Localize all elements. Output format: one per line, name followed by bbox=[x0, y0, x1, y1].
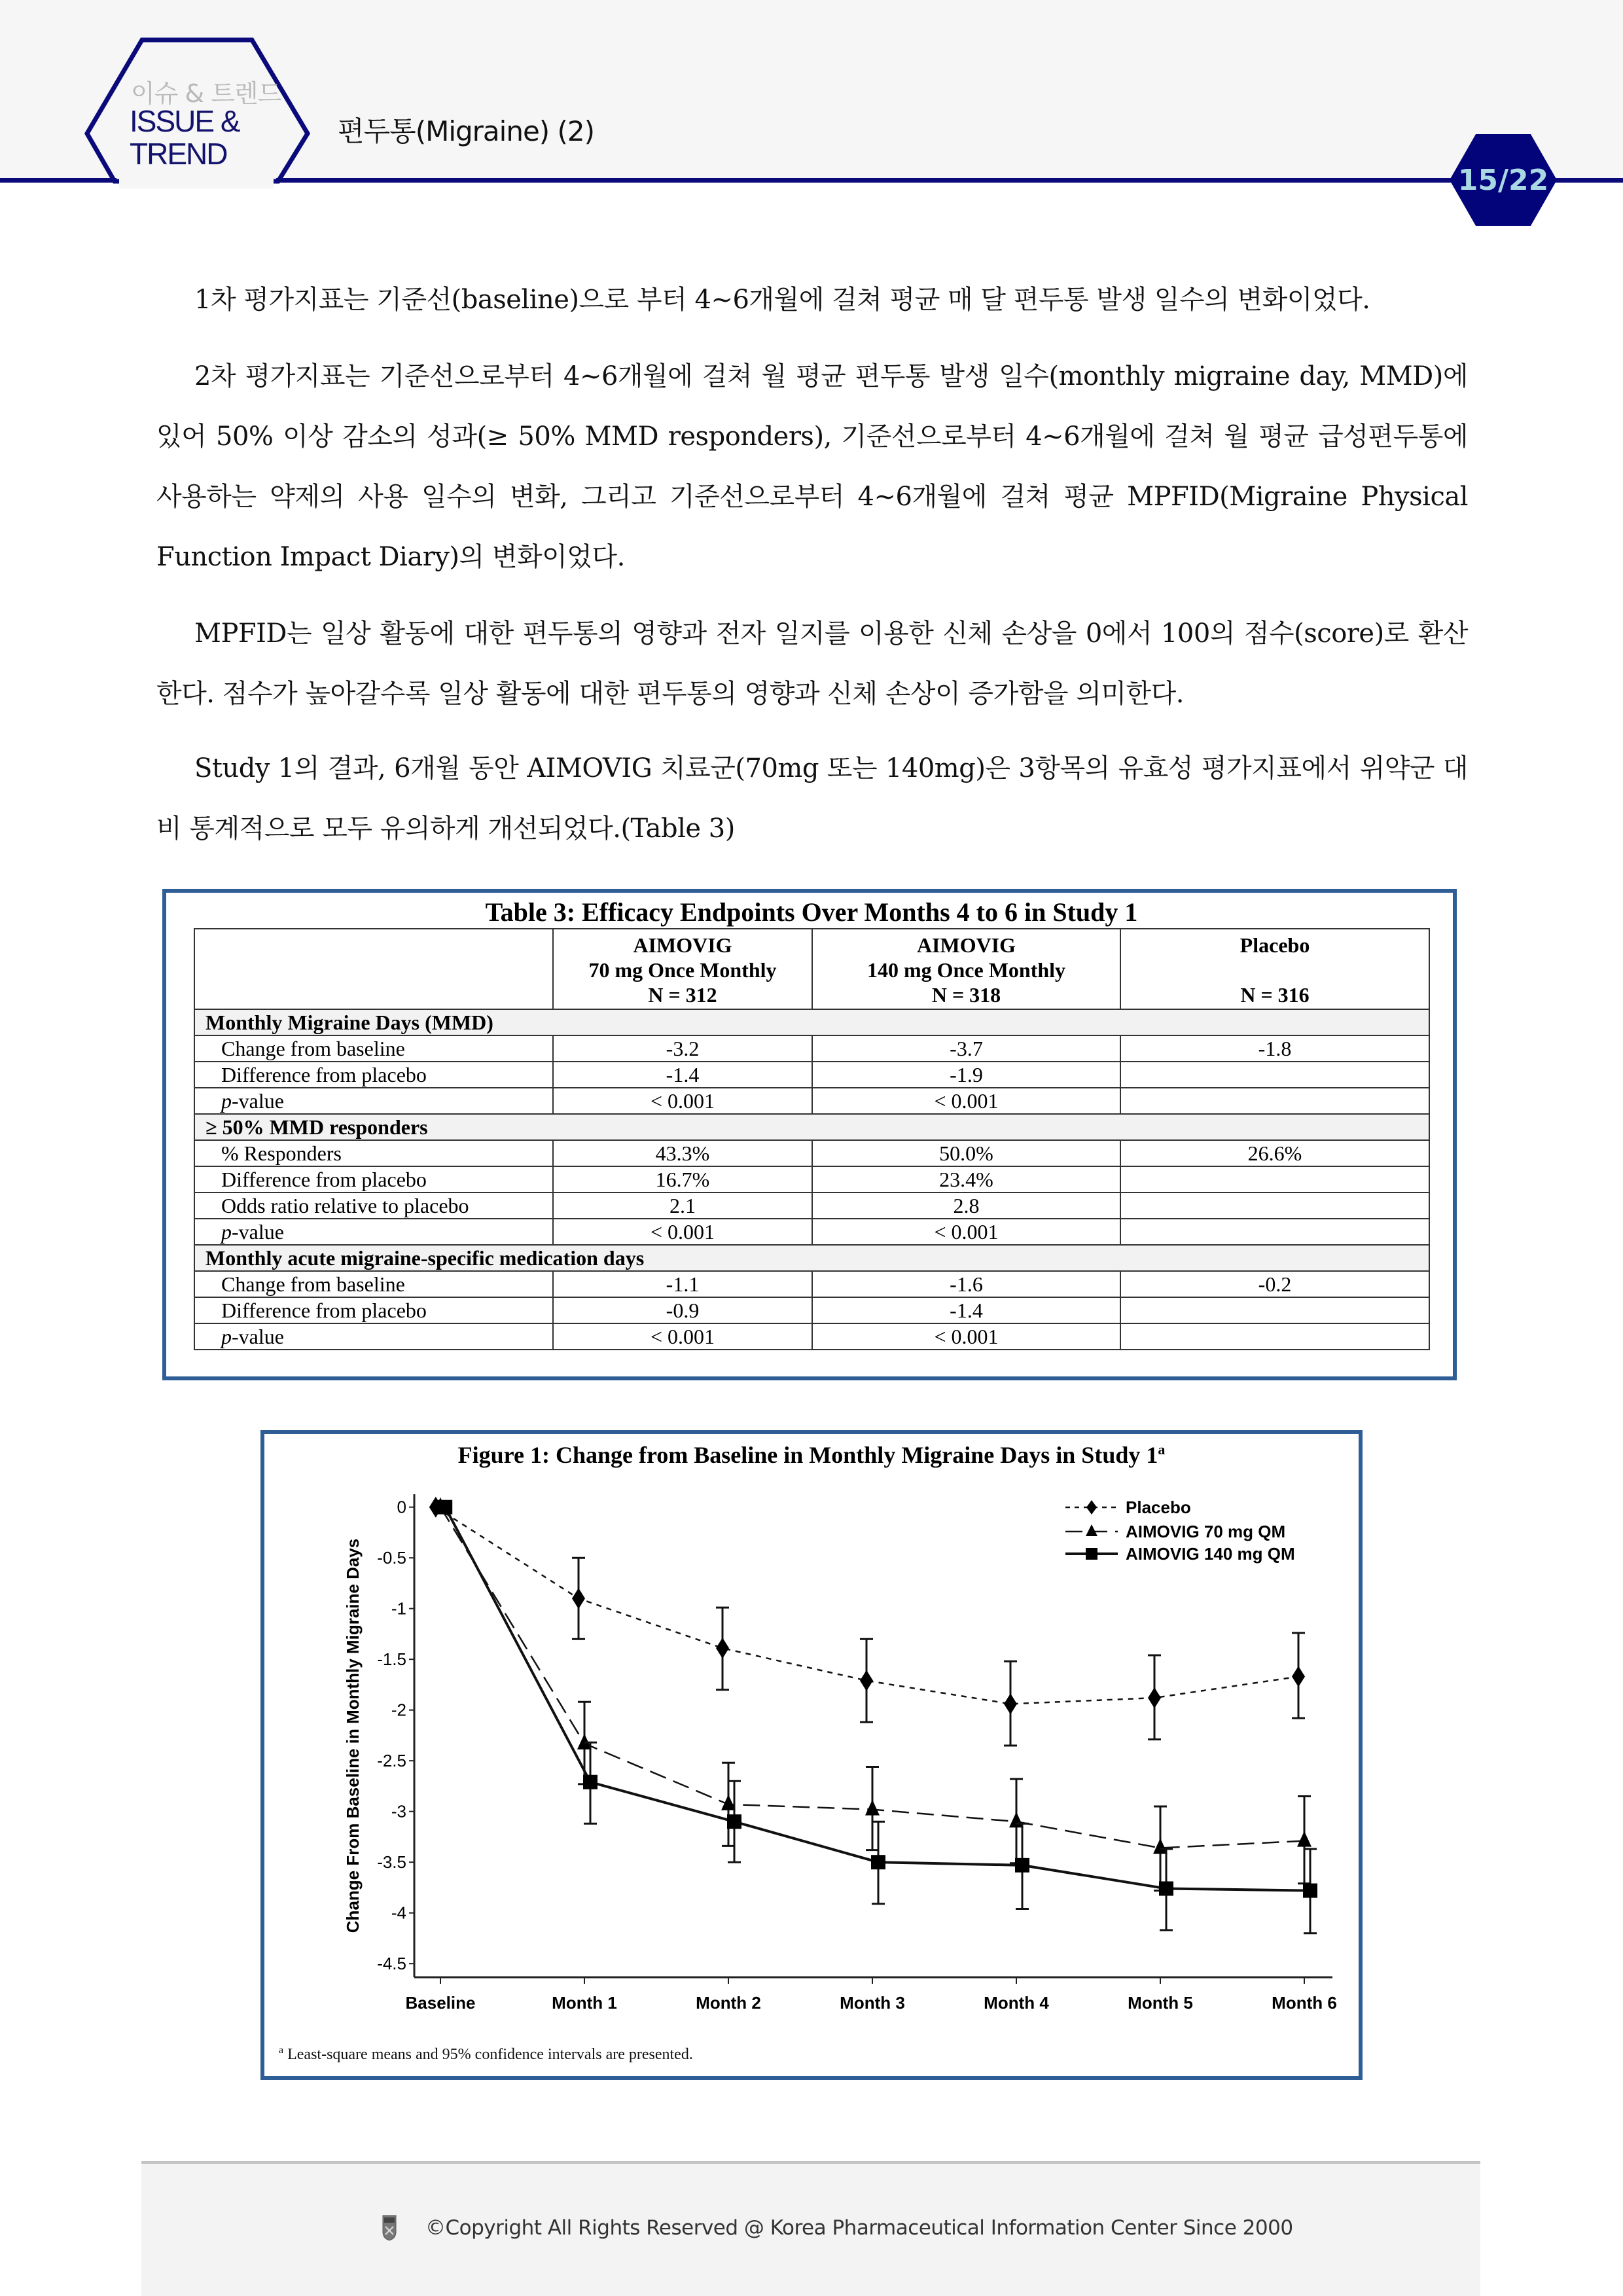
table-cell bbox=[1120, 1297, 1429, 1323]
y-tick-label: -0.5 bbox=[377, 1548, 406, 1568]
table-row bbox=[194, 1193, 1429, 1219]
column-drug-name: Placebo bbox=[1240, 933, 1310, 957]
table-cell: < 0.001 bbox=[812, 1219, 1120, 1245]
table-cell: < 0.001 bbox=[553, 1323, 812, 1350]
brand-english-line2: TREND bbox=[130, 137, 227, 171]
table-header-row bbox=[194, 929, 1429, 1009]
table-cell bbox=[1120, 1219, 1429, 1245]
shield-logo-icon bbox=[382, 2215, 397, 2241]
section-title: Monthly Migraine Days (MMD) bbox=[194, 1009, 1429, 1035]
row-label-text: % Responders bbox=[221, 1141, 342, 1165]
page-indicator: 15/22 bbox=[1457, 163, 1549, 197]
section-title: ≥ 50% MMD responders bbox=[194, 1114, 1429, 1140]
legend-label: Placebo bbox=[1126, 1498, 1191, 1517]
legend-label: AIMOVIG 140 mg QM bbox=[1126, 1544, 1295, 1564]
table-cell: 43.3% bbox=[553, 1140, 812, 1166]
table-cell: -1.8 bbox=[1120, 1035, 1429, 1062]
table-header-aimovig-70 bbox=[553, 929, 812, 1009]
row-label-text: Difference from placebo bbox=[221, 1063, 427, 1086]
column-drug-name: AIMOVIG bbox=[916, 933, 1016, 957]
table-cell: < 0.001 bbox=[553, 1219, 812, 1245]
column-n: N = 318 bbox=[931, 983, 1001, 1007]
table-cell: 2.1 bbox=[553, 1193, 812, 1219]
body-paragraph: Study 1의 결과, 6개월 동안 AIMOVIG 치료군(70mg 또는 140mg)은 3항목의 유효성 평가지표에서 위약군 대비 통계적으로 모두 유의하게 개선되었다.(Table 3) bbox=[156, 753, 1468, 844]
table-section-row bbox=[194, 1245, 1429, 1271]
row-label-italic: p bbox=[221, 1325, 232, 1348]
row-label bbox=[194, 1219, 553, 1245]
column-dose: 70 mg Once Monthly bbox=[588, 958, 777, 982]
row-label-text: Difference from placebo bbox=[221, 1299, 427, 1322]
y-tick-label: -4 bbox=[391, 1903, 406, 1923]
table-row bbox=[194, 1140, 1429, 1166]
table-row bbox=[194, 1088, 1429, 1114]
figure-frame bbox=[260, 1430, 1363, 2080]
row-label-text: -value bbox=[232, 1325, 284, 1348]
table-cell: 16.7% bbox=[553, 1166, 812, 1193]
row-label bbox=[194, 1323, 553, 1350]
header-rule-cover bbox=[119, 175, 274, 188]
x-tick-label: Month 3 bbox=[840, 1993, 905, 2013]
y-tick-label: -3.5 bbox=[377, 1852, 406, 1873]
figure-title-footnote-mark: a bbox=[1158, 1441, 1166, 1458]
table-row bbox=[194, 1271, 1429, 1297]
table-cell bbox=[1120, 1088, 1429, 1114]
body-paragraph-4-block bbox=[156, 738, 1468, 859]
table-cell: < 0.001 bbox=[553, 1088, 812, 1114]
table-cell bbox=[1120, 1193, 1429, 1219]
table-cell: 26.6% bbox=[1120, 1140, 1429, 1166]
table-cell: < 0.001 bbox=[812, 1323, 1120, 1350]
table-cell bbox=[1120, 1062, 1429, 1088]
legend-label: AIMOVIG 70 mg QM bbox=[1126, 1522, 1286, 1541]
x-tick-label: Month 5 bbox=[1128, 1993, 1193, 2013]
table-section-row bbox=[194, 1009, 1429, 1035]
row-label bbox=[194, 1062, 553, 1088]
table-cell: 23.4% bbox=[812, 1166, 1120, 1193]
row-label bbox=[194, 1035, 553, 1062]
table-body bbox=[194, 1009, 1429, 1350]
copyright-text: ©Copyright All Rights Reserved @ Korea Pharmaceutical Information Center Since 2000 bbox=[425, 2216, 1293, 2240]
brand-korean-label: 이슈 & 트렌드 bbox=[131, 79, 281, 108]
footnote-text: Least-square means and 95% confidence intervals are presented. bbox=[283, 2046, 693, 2063]
y-tick-label: 0 bbox=[397, 1497, 406, 1517]
footnote-mark: a bbox=[279, 2045, 284, 2056]
table-cell: -1.6 bbox=[812, 1271, 1120, 1297]
table-cell: -3.2 bbox=[553, 1035, 812, 1062]
table-cell: -1.4 bbox=[553, 1062, 812, 1088]
brand-english-line1: ISSUE & bbox=[130, 104, 240, 138]
column-dose: 140 mg Once Monthly bbox=[866, 958, 1066, 982]
row-label bbox=[194, 1088, 553, 1114]
y-axis-label: Change From Baseline in Monthly Migraine Days bbox=[343, 1538, 363, 1933]
y-tick-label: -3 bbox=[391, 1801, 406, 1821]
body-paragraph: 2차 평가지표는 기준선으로부터 4~6개월에 걸쳐 월 평균 편두통 발생 일수(monthly migraine day, MMD)에 있어 50% 이상 감소의 성과(≥ 50% MMD responders), 기준선으로부터 4~6개월에 걸쳐 월 평균 급성편두통에 사용하는 약제의 사용 일수의 변화, 그리고 기준선으로부터 4~6개월에 걸쳐 평균 MPFID(Migraine Physical Function Impact Diary)의 변화이었다. bbox=[156, 361, 1468, 572]
table-header-placebo bbox=[1120, 929, 1429, 1009]
table-cell: -0.2 bbox=[1120, 1271, 1429, 1297]
document-title: 편두통(Migraine) (2) bbox=[338, 115, 595, 147]
y-tick-label: -1.5 bbox=[377, 1649, 406, 1670]
column-drug-name: AIMOVIG bbox=[633, 933, 732, 957]
x-tick-label: Month 2 bbox=[696, 1993, 761, 2013]
table-cell: 50.0% bbox=[812, 1140, 1120, 1166]
table-cell: 2.8 bbox=[812, 1193, 1120, 1219]
table-cell: -0.9 bbox=[553, 1297, 812, 1323]
header-rule-left bbox=[0, 178, 116, 183]
x-tick-label: Baseline bbox=[405, 1993, 476, 2013]
table-header-blank bbox=[194, 929, 553, 1009]
header-decoration bbox=[0, 0, 1623, 236]
table-cell: -1.4 bbox=[812, 1297, 1120, 1323]
table-cell: -1.9 bbox=[812, 1062, 1120, 1088]
table-cell: -3.7 bbox=[812, 1035, 1120, 1062]
row-label bbox=[194, 1140, 553, 1166]
body-paragraph-3-block bbox=[156, 603, 1468, 724]
figure-title-text: Figure 1: Change from Baseline in Monthly Migraine Days in Study 1 bbox=[457, 1442, 1158, 1468]
column-n: N = 316 bbox=[1240, 983, 1310, 1007]
table-title: Table 3: Efficacy Endpoints Over Months 4 to 6 in Study 1 bbox=[485, 897, 1138, 927]
table-cell bbox=[1120, 1166, 1429, 1193]
row-label-text: -value bbox=[232, 1220, 284, 1244]
body-paragraph: 1차 평가지표는 기준선(baseline)으로 부터 4~6개월에 걸쳐 평균 매 달 편두통 발생 일수의 변화이었다. bbox=[194, 285, 1370, 315]
y-tick-label: -2.5 bbox=[377, 1751, 406, 1771]
section-title: Monthly acute migraine-specific medication days bbox=[194, 1245, 1429, 1271]
figure-title bbox=[260, 1441, 1363, 1469]
row-label-text: Change from baseline bbox=[221, 1272, 405, 1296]
table-row bbox=[194, 1297, 1429, 1323]
brand-english-label bbox=[130, 105, 240, 170]
row-label bbox=[194, 1166, 553, 1193]
x-tick-label: Month 1 bbox=[552, 1993, 617, 2013]
table-row bbox=[194, 1219, 1429, 1245]
table-row bbox=[194, 1062, 1429, 1088]
row-label bbox=[194, 1297, 553, 1323]
table-cell: -1.1 bbox=[553, 1271, 812, 1297]
table-header-aimovig-140 bbox=[812, 929, 1120, 1009]
figure-footnote bbox=[279, 2045, 693, 2064]
x-tick-label: Month 6 bbox=[1272, 1993, 1337, 2013]
y-tick-label: -4.5 bbox=[377, 1954, 406, 1974]
row-label bbox=[194, 1271, 553, 1297]
table-row bbox=[194, 1323, 1429, 1350]
body-paragraph: MPFID는 일상 활동에 대한 편두통의 영향과 전자 일지를 이용한 신체 손상을 0에서 100의 점수(score)로 환산한다. 점수가 높아갈수록 일상 활동에 대한 편두통의 영향과 신체 손상이 증가함을 의미한다. bbox=[156, 619, 1468, 709]
table-section-row bbox=[194, 1114, 1429, 1140]
body-paragraph-2-block bbox=[156, 346, 1468, 587]
row-label-italic: p bbox=[221, 1089, 232, 1113]
row-label-text: Difference from placebo bbox=[221, 1168, 427, 1191]
row-label-text: Change from baseline bbox=[221, 1037, 405, 1060]
column-dose bbox=[1125, 958, 1425, 982]
table-row bbox=[194, 1035, 1429, 1062]
row-label-text: Odds ratio relative to placebo bbox=[221, 1194, 469, 1217]
efficacy-table bbox=[194, 928, 1430, 1350]
column-n: N = 312 bbox=[648, 983, 717, 1007]
x-tick-label: Month 4 bbox=[984, 1993, 1049, 2013]
row-label bbox=[194, 1193, 553, 1219]
table-row bbox=[194, 1166, 1429, 1193]
table-cell bbox=[1120, 1323, 1429, 1350]
row-label-text: -value bbox=[232, 1089, 284, 1113]
table-cell: < 0.001 bbox=[812, 1088, 1120, 1114]
y-tick-label: -2 bbox=[391, 1700, 406, 1720]
body-paragraph-1-block bbox=[156, 270, 1468, 330]
header-rule-right bbox=[276, 178, 1623, 183]
row-label-italic: p bbox=[221, 1220, 232, 1244]
y-tick-label: -1 bbox=[391, 1598, 406, 1619]
